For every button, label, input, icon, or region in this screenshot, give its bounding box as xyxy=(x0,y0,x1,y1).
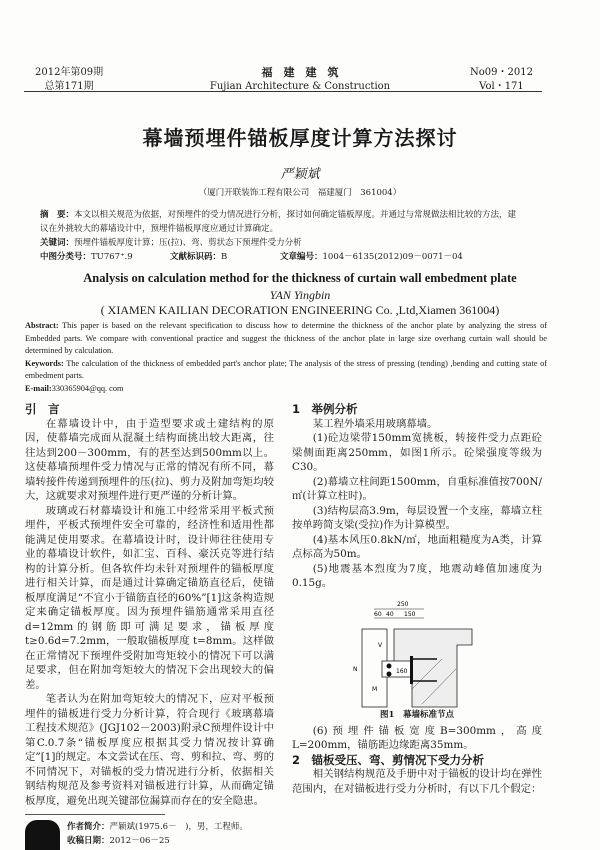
bio-text: 严颖斌(1975.6－ )，男，工程师。 xyxy=(109,822,248,832)
classification-label: 中图分类号： xyxy=(40,252,92,262)
author: 严颖斌 xyxy=(280,167,320,182)
doc-code-label: 文献标识码： xyxy=(170,252,222,262)
author-photo xyxy=(25,820,60,850)
journal-name-en: Fujian Architecture & Construction xyxy=(209,81,391,92)
list-item: (2)幕墙立柱间距1500mm，自重标准值按700N/㎡(计算立柱时)。 xyxy=(292,475,542,502)
chinese-abstract xyxy=(40,208,520,264)
en-abstract-text: This paper is based on the relevant specification to discuss how to determine the thickness of the anchor plate by analyzing the stress of Embedded parts. We compare with conventional practice and suggest the thickness of the anchor plate in large size overhang curtain wall should be determined by calculation. xyxy=(25,321,547,355)
paragraph: 相关钢结构规范及手册中对于锚板的设计均在弹性范围内，在对锚板进行受力分析时，有以下几个假定： xyxy=(292,768,542,795)
label-m: M xyxy=(372,685,378,693)
en-keywords-text: The calculation of the thickness of embedded part's anchor plate; The analysis of the stress of pressing (tending) ,bending and cutting state of embedment parts. xyxy=(25,358,547,380)
footnote xyxy=(67,820,287,848)
article-no-label: 文章编号： xyxy=(280,252,323,262)
intro-heading: 引 言 xyxy=(25,402,60,416)
issue-en: No09・2012 xyxy=(470,67,533,78)
figure-1-caption: 图1 幕墙标准节点 xyxy=(380,709,454,720)
figure-1-diagram xyxy=(352,599,477,709)
header-left xyxy=(35,66,103,94)
email-label: E-mail: xyxy=(25,383,52,393)
footnote-block xyxy=(25,814,248,850)
label-v: V xyxy=(378,641,383,649)
email-value: 330365904@qq. com xyxy=(51,383,124,393)
en-keywords-label: Keywords: xyxy=(25,358,64,368)
header-right xyxy=(470,66,533,94)
list-item: (6)预埋件锚板宽度B=300mm，高度L=200mm，锚筋距边缘距离35mm。 xyxy=(292,724,542,751)
article-no-value: 1004－6135(2012)09－0071－04 xyxy=(322,252,463,262)
english-abstract xyxy=(25,320,547,395)
english-affiliation: ( XIAMEN KAILIAN DECORATION ENGINEERING Co. ,Ltd,Xiamen 361004) xyxy=(100,303,500,317)
english-author: YAN Yingbin xyxy=(269,288,331,302)
paragraph: 某工程外墙采用玻璃幕墙。 xyxy=(312,417,438,430)
header-rule xyxy=(24,91,542,92)
left-column xyxy=(25,402,274,850)
volume-en: Vol・171 xyxy=(479,81,524,92)
paragraph: 笔者认为在附加弯矩较大的情况下，应对平板预埋件的锚板进行受力分析计算，符合现行《玻璃幕墙工程技术规范》(JGJ102－2003)附录C预埋件设计中第C.0.7条“锚板厚度应根据其受力情况按计算确定”[1]的规定。本文尝试在压、弯、剪和拉、弯、剪的不同情况下，对锚板的受力情况进行分析，依据相关钢结构规范及参考资料对锚板进行计算，从而确定锚板厚度，避免出现关键部位漏算而存在的安全隐患。 xyxy=(25,693,274,807)
received-date: 2012－06－25 xyxy=(109,836,170,846)
list-item: (3)结构层高3.9m，每层设置一个支座，幕墙立柱按单跨简支梁(受拉)作为计算模型。 xyxy=(292,504,542,531)
paragraph: 玻璃或石材幕墙设计和施工中经常采用平板式预埋件，平板式预埋件安全可靠的，经济性和适用性都能满足使用要求。在幕墙设计时，设计师往往使用专业的幕墙设计软件，如汇宝、百科、豪沃克等进行结构的计算分析。但各软件均未针对预埋件的锚板厚度进行相关计算，而是通过计算确定锚筋直径后，使锚板厚度满足“不宜小于锚筋直径的60%”[1]这条构造规定来确定锚板厚度。因为预埋件锚筋通常采用直径d=12mm的钢筋即可满足要求，锚板厚度 t≥0.6d=7.2mm，一般取锚板厚度 t=8mm。这样做在正常情况下预埋件受附加弯矩较小的情况下可以满足要求，但在附加弯矩较大的情况下会出现较大的偏差。 xyxy=(25,504,274,691)
english-title: Analysis on calculation method for the thickness of curtain wall embedment plate xyxy=(83,271,517,285)
abstract-text: 本文以相关规范为依据，对预埋件的受力情况进行分析，探讨如何确定锚板厚度。并通过与常规做法相比较的方法，建议在外挑较大的幕墙设计中，预埋件锚板厚度应通过计算确定。 xyxy=(40,210,517,234)
section-2-heading: 2 锚板受压、弯、剪情况下受力分析 xyxy=(292,752,484,767)
keywords-label: 关键词： xyxy=(40,238,75,248)
dim-60: 60 xyxy=(374,610,382,618)
right-column xyxy=(292,402,542,796)
label-160: 160 xyxy=(396,667,408,675)
doc-code-value: B xyxy=(221,252,228,262)
dim-150: 150 xyxy=(404,610,416,618)
dim-250: 250 xyxy=(397,600,409,608)
journal-name-cn: 福 建 建 筑 xyxy=(261,66,339,79)
keywords-text: 预埋件锚板厚度计算；压(拉)、弯、剪状态下预埋件受力分析 xyxy=(74,238,302,248)
list-item: (1)砼边梁带150mm宽挑板，转接件受力点距砼梁侧面距离250mm，如图1所示。砼梁强度等级为C30。 xyxy=(292,432,542,473)
bio-label: 作者简介： xyxy=(67,822,110,832)
received-label: 收稿日期： xyxy=(67,836,110,846)
section-1-heading: 1 举例分析 xyxy=(292,402,358,416)
abstract-label: 摘 要： xyxy=(40,210,75,220)
list-item: (5)地震基本烈度为7度，地震动峰值加速度为0.15g。 xyxy=(292,562,542,589)
dim-40: 40 xyxy=(386,610,394,618)
list-item: (4)基本风压0.8kN/㎡，地面粗糙度为A类，计算点标高为50m。 xyxy=(292,533,542,560)
paper-title: 幕墙预埋件锚板厚度计算方法探讨 xyxy=(142,126,458,150)
affiliation: （厦门开联装饰工程有限公司 福建厦门 361004） xyxy=(198,188,402,198)
label-n: N xyxy=(353,665,358,673)
total-issue: 总第171期 xyxy=(44,81,94,92)
paragraph: 在幕墙设计中，由于造型要求或土建结构的原因，使幕墙完成面从混凝土结构面挑出较大距离，往往达到200－300mm，有的甚至达到500mm以上。这使幕墙预埋件受力情况与正常的情况有所不同，幕墙转接件传递到预埋件的压(拉)、剪力及附加弯矩均较大，这就要求对预埋件进行更严谨的分析计算。 xyxy=(25,417,274,502)
issue-number: 2012年第09期 xyxy=(35,67,104,78)
en-abstract-label: Abstract: xyxy=(25,321,59,330)
journal-name xyxy=(150,66,450,94)
classification-value: TU767⁺.9 xyxy=(91,252,133,262)
